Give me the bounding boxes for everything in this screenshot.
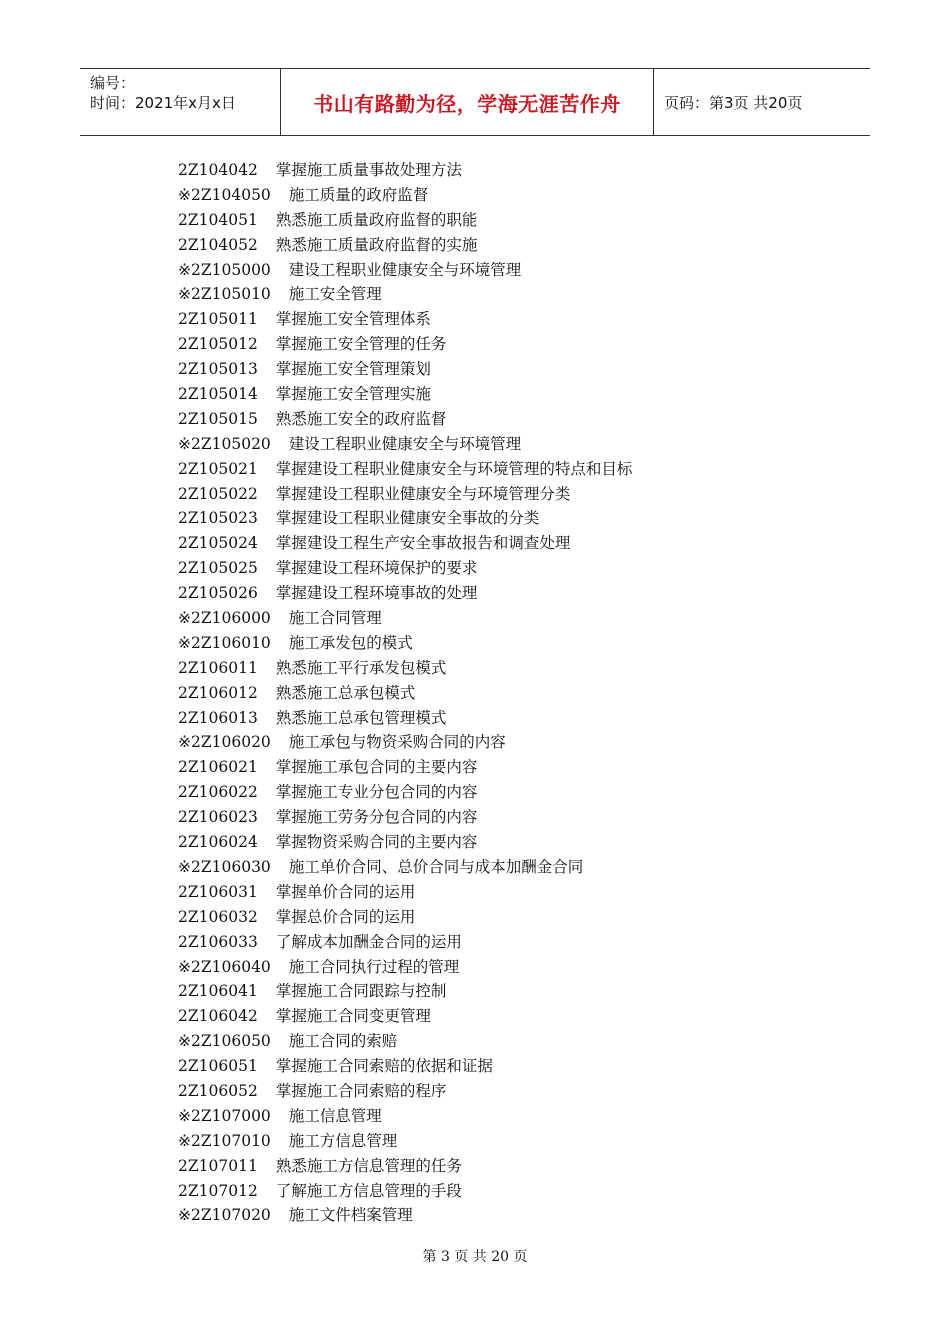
item-text: 熟悉施工质量政府监督的职能 (275, 210, 478, 229)
item-code: 2Z106042 (178, 1007, 258, 1026)
item-code: 2Z104042 (178, 161, 258, 179)
list-item (178, 1029, 858, 1054)
item-text: 掌握施工合同变更管理 (275, 1007, 431, 1026)
item-text: 施工安全管理 (288, 285, 382, 304)
item-code: 2Z107012 (178, 1181, 258, 1200)
list-item (178, 855, 858, 880)
list-item (178, 457, 858, 482)
item-code: 2Z106013 (178, 708, 258, 727)
item-text: 建设工程职业健康安全与环境管理 (288, 260, 522, 279)
item-text: 施工单价合同、总价合同与成本加酬金合同 (288, 857, 584, 876)
list-item (178, 158, 858, 183)
header-page-info: 页码：第3页 共20页 (664, 93, 803, 112)
list-item (178, 681, 858, 706)
item-text: 掌握建设工程生产安全事故报告和调查处理 (275, 534, 571, 553)
page-header (80, 68, 870, 136)
list-item (178, 955, 858, 980)
item-code: 2Z106051 (178, 1057, 258, 1076)
item-text: 施工合同管理 (288, 609, 382, 628)
list-item (178, 606, 858, 631)
list-item (178, 581, 858, 606)
item-code: 2Z106012 (178, 683, 258, 702)
item-text: 掌握施工安全管理实施 (275, 385, 431, 404)
item-code: 2Z106021 (178, 758, 258, 777)
item-code: ※2Z107020 (178, 1206, 271, 1225)
list-item (178, 332, 858, 357)
item-text: 熟悉施工总承包管理模式 (275, 708, 447, 727)
item-code: ※2Z106010 (178, 633, 271, 652)
list-item (178, 307, 858, 332)
item-text: 掌握施工合同跟踪与控制 (275, 982, 447, 1001)
item-code: 2Z105025 (178, 559, 258, 578)
list-item (178, 183, 858, 208)
item-text: 掌握施工安全管理体系 (275, 310, 431, 329)
item-code: 2Z105026 (178, 584, 258, 603)
item-text: 掌握单价合同的运用 (275, 882, 416, 901)
item-text: 掌握建设工程环境保护的要求 (275, 559, 478, 578)
item-text: 掌握物资采购合同的主要内容 (275, 833, 478, 852)
item-text: 熟悉施工方信息管理的任务 (275, 1156, 462, 1175)
list-item (178, 432, 858, 457)
list-item (178, 208, 858, 233)
doc-number-label: 编号： (90, 74, 136, 92)
list-item (178, 1154, 858, 1179)
item-code: 2Z104052 (178, 235, 258, 254)
item-text: 熟悉施工安全的政府监督 (275, 409, 447, 428)
item-code: ※2Z106040 (178, 957, 271, 976)
item-code: 2Z105014 (178, 385, 258, 404)
list-item (178, 805, 858, 830)
item-text: 了解施工方信息管理的手段 (275, 1181, 462, 1200)
item-code: 2Z106033 (178, 932, 258, 951)
list-item (178, 1104, 858, 1129)
list-item (178, 258, 858, 283)
list-item (178, 556, 858, 581)
list-item (178, 233, 858, 258)
header-meta (80, 69, 281, 135)
item-code: 2Z105024 (178, 534, 258, 553)
item-code: ※2Z106020 (178, 733, 271, 752)
list-item (178, 755, 858, 780)
item-code: 2Z105013 (178, 360, 258, 379)
item-text: 掌握施工合同索赔的依据和证据 (275, 1057, 493, 1076)
item-code: 2Z107011 (178, 1156, 258, 1175)
item-code: 2Z106022 (178, 783, 258, 802)
item-text: 掌握施工安全管理策划 (275, 360, 431, 379)
item-code: 2Z106023 (178, 808, 258, 827)
item-code: 2Z106032 (178, 907, 258, 926)
item-text: 施工合同的索赔 (288, 1032, 398, 1051)
item-text: 熟悉施工平行承发包模式 (275, 658, 447, 677)
item-code: 2Z106011 (178, 658, 258, 677)
item-code: 2Z106041 (178, 982, 258, 1001)
item-code: ※2Z105010 (178, 285, 271, 304)
list-item (178, 880, 858, 905)
list-item (178, 282, 858, 307)
item-text: 掌握施工质量事故处理方法 (275, 161, 462, 179)
item-text: 熟悉施工总承包模式 (275, 683, 416, 702)
item-code: 2Z105021 (178, 459, 258, 478)
item-code: 2Z105022 (178, 484, 258, 503)
item-text: 施工合同执行过程的管理 (288, 957, 460, 976)
list-item (178, 706, 858, 731)
item-code: ※2Z104050 (178, 185, 271, 204)
list-item (178, 357, 858, 382)
list-item (178, 830, 858, 855)
list-item (178, 407, 858, 432)
item-code: ※2Z105000 (178, 260, 271, 279)
item-text: 掌握施工专业分包合同的内容 (275, 783, 478, 802)
item-code: 2Z106031 (178, 882, 258, 901)
syllabus-list (178, 158, 858, 1228)
list-item (178, 905, 858, 930)
item-code: 2Z106024 (178, 833, 258, 852)
item-code: ※2Z106000 (178, 609, 271, 628)
item-text: 施工文件档案管理 (288, 1206, 413, 1225)
item-text: 掌握施工承包合同的主要内容 (275, 758, 478, 777)
item-code: ※2Z105020 (178, 434, 271, 453)
item-text: 施工承包与物资采购合同的内容 (288, 733, 506, 752)
item-text: 掌握建设工程环境事故的处理 (275, 584, 478, 603)
list-item (178, 1079, 858, 1104)
item-text: 掌握施工劳务分包合同的内容 (275, 808, 478, 827)
item-text: 掌握总价合同的运用 (275, 907, 416, 926)
item-text: 掌握施工安全管理的任务 (275, 335, 447, 354)
page-footer: 第 3 页 共 20 页 (422, 1249, 528, 1265)
header-motto-cell (281, 69, 654, 135)
list-item (178, 382, 858, 407)
item-text: 施工方信息管理 (288, 1131, 398, 1150)
item-text: 了解成本加酬金合同的运用 (275, 932, 462, 951)
item-text: 掌握施工合同索赔的程序 (275, 1081, 447, 1100)
item-code: 2Z105011 (178, 310, 258, 329)
list-item (178, 656, 858, 681)
item-code: 2Z105012 (178, 335, 258, 354)
item-text: 熟悉施工质量政府监督的实施 (275, 235, 478, 254)
list-item (178, 482, 858, 507)
list-item (178, 1054, 858, 1079)
item-text: 掌握建设工程职业健康安全与环境管理的特点和目标 (275, 459, 633, 478)
item-code: 2Z105015 (178, 409, 258, 428)
item-code: ※2Z107000 (178, 1106, 271, 1125)
list-item (178, 1179, 858, 1204)
item-code: ※2Z106050 (178, 1032, 271, 1051)
item-code: ※2Z106030 (178, 857, 271, 876)
item-text: 掌握建设工程职业健康安全与环境管理分类 (275, 484, 571, 503)
list-item (178, 631, 858, 656)
header-motto: 书山有路勤为径，学海无涯苦作舟 (313, 91, 621, 116)
item-code: 2Z105023 (178, 509, 258, 528)
item-text: 施工承发包的模式 (288, 633, 413, 652)
item-code: 2Z106052 (178, 1081, 258, 1100)
list-item (178, 1129, 858, 1154)
item-text: 施工信息管理 (288, 1106, 382, 1125)
list-item (178, 1203, 858, 1228)
item-text: 掌握建设工程职业健康安全事故的分类 (275, 509, 540, 528)
list-item (178, 531, 858, 556)
item-code: 2Z104051 (178, 210, 258, 229)
list-item (178, 979, 858, 1004)
item-text: 建设工程职业健康安全与环境管理 (288, 434, 522, 453)
item-text: 施工质量的政府监督 (288, 185, 429, 204)
list-item (178, 780, 858, 805)
doc-date: 时间：2021年x月x日 (90, 94, 236, 112)
list-item (178, 930, 858, 955)
list-item (178, 1004, 858, 1029)
item-code: ※2Z107010 (178, 1131, 271, 1150)
list-item (178, 730, 858, 755)
list-item (178, 506, 858, 531)
